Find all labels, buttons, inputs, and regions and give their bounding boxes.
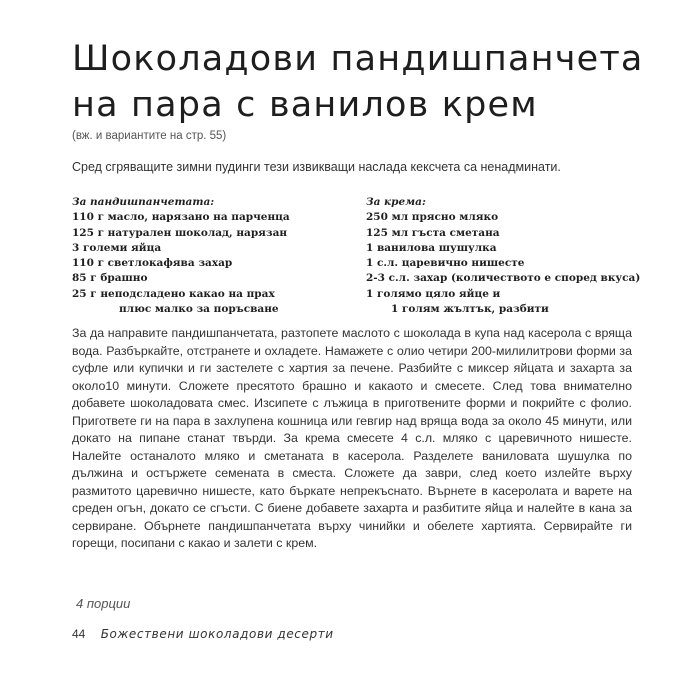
ingredient-item: 1 с.л. царевично нишесте [366, 257, 525, 270]
sponge-ingredients-heading: За пандишпанчетата: [72, 196, 215, 208]
book-title: Божествени шоколадови десерти [100, 627, 334, 641]
ingredient-item: плюс малко за поръсване [119, 303, 279, 316]
ingredient-item: 85 г брашно [72, 272, 148, 285]
page-number: 44 [72, 627, 86, 641]
ingredient-item: 1 голям жълтък, разбити [391, 303, 549, 316]
ingredient-item: 110 г масло, нарязано на парченца [72, 211, 290, 224]
ingredient-item: 125 мл гъста сметана [366, 226, 500, 239]
sponge-ingredients [72, 195, 290, 317]
cream-ingredients [366, 195, 640, 317]
ingredient-item: 1 голямо цяло яйце и [366, 287, 501, 300]
ingredient-item: 1 ванилова шушулка [366, 241, 497, 254]
ingredient-item: 110 г светлокафява захар [72, 257, 233, 270]
servings-count: 4 порции [76, 596, 131, 611]
recipe-title [72, 36, 672, 128]
ingredient-item: 3 големи яйца [72, 241, 162, 254]
recipe-title-line-2: на пара с ванилов крем [72, 85, 538, 125]
ingredient-item: 25 г неподсладено какао на прах [72, 287, 275, 300]
recipe-method: За да направите пандишпанчетата, разтопете маслото с шоколада в купа над касерола с вряща вода. Разбъркайте, отстранете и охладете. Намажете с олио четири 200-милилитрови форми за суфле или купички и ги застелете с хартия за печене. Разбийте с миксер яйцата и захарта за около10 минути. Сложете пресятото брашно и какаото и смесете. След това внимателно добавете шоколадовата смес. Изсипете с лъжица в приготвените форми и покрийте с фолио. Пригответе ги на пара в захлупена кошница или гевгир над вряща вода за около 45 минути, или докато на пипане станат твърди. За крема смесете 4 с.л. мляко с царевичното нишесте. Налейте останалото мляко и сметаната в касерола. Разделете ваниловата шушулка по дължина и остържете семената в сместа. Сложете да заври, след което излейте върху размитото царевично нишесте, като бъркате непрекъснато. Върнете в касеролата и варете на среден огън, докато се сгъсти. С биене добавете захарта и разбитите яйца и налейте в кана за сервиране. Обърнете пандишпанчетата върху чинийки и обелете хартията. Сервирайте ги горещи, посипани с какао и залети с крем. [72, 326, 632, 550]
recipe-title-line-1: Шоколадови пандишпанчета [72, 39, 644, 79]
recipe-intro: Сред сгряващите зимни пудинги тези извикващи наслада кексчета са ненадминати. [72, 160, 561, 174]
ingredient-item: 2-3 с.л. захар (количеството е според вкуса) [366, 272, 641, 285]
ingredient-item: 250 мл прясно мляко [366, 211, 499, 224]
ingredient-item: 125 г натурален шоколад, нарязан [72, 226, 288, 239]
cream-ingredients-heading: За крема: [366, 196, 426, 208]
variants-reference: (вж. и вариантите на стр. 55) [72, 130, 227, 142]
page-footer [72, 627, 334, 641]
